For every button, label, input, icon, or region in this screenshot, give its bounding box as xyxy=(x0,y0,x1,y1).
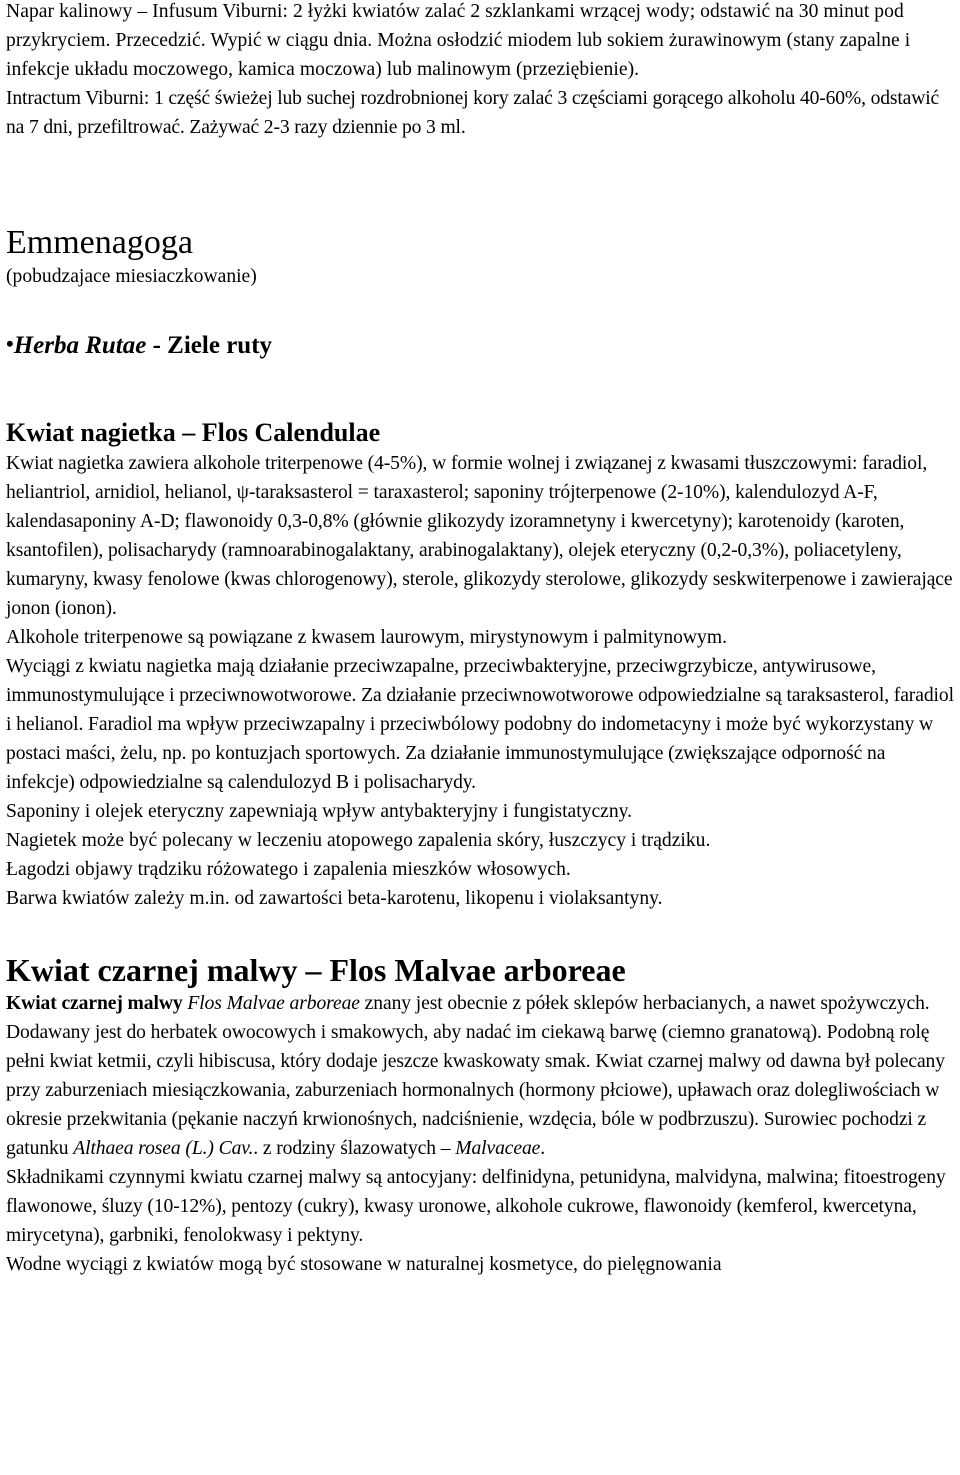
emmenagoga-subtitle: (pobudzajace miesiaczkowanie) xyxy=(6,266,257,287)
calendula-paragraph-3: Wyciągi z kwiatu nagietka mają działanie przeciwzapalne, przeciwbakteryjne, przeciwgrzybicze, antywirusowe, immunostymulujące i przeciwnowotworowe. Za działanie przeciwnowotworowe odpowiedzialne są taraksasterol, faradiol i helianol. Faradiol ma wpływ przeciwzapalny i przeciwbólowy podobny do indometacyny i może być wykorzystany w postaci maści, żelu, np. po kontuzjach sportowych. Za działanie immunostymulujące (zwiększające odporność na infekcje) odpowiedzialne są calendulozyd B i polisacharydy. xyxy=(6,656,954,793)
malva-end-period: . xyxy=(540,1138,546,1159)
malva-family-prefix: . z rodziny ślazowatych – xyxy=(253,1138,456,1159)
herba-rutae-item xyxy=(6,328,956,362)
malva-family: Malvaceae xyxy=(455,1138,541,1159)
malva-paragraph-2: Składnikami czynnymi kwiatu czarnej malwy są antocyjany: delfinidyna, petunidyna, malvidyna, malwina; fitoestrogeny flawonowe, śluzy (10-12%), pentozy (cukry), kwasy uronowe, alkohole cukrowe, flawonoidy (kemferol, kwercetyna, mirycetyna), garbniki, fenolokwasy i pektyny. xyxy=(6,1167,946,1246)
calendula-paragraph-7: Barwa kwiatów zależy m.in. od zawartości beta-karotenu, likopenu i violaksantyny. xyxy=(6,888,663,909)
emmenagoga-heading: Emmenagoga xyxy=(6,224,193,261)
herb-latin-name: Herba Rutae xyxy=(13,332,147,359)
calendula-paragraph-6: Łagodzi objawy trądziku różowatego i zapalenia mieszków włosowych. xyxy=(6,859,571,880)
malva-species: Althaea rosea (L.) Cav. xyxy=(73,1138,254,1159)
document-page xyxy=(6,0,956,1279)
malva-paragraph-1 xyxy=(6,989,956,1163)
malva-paragraph-3: Wodne wyciągi z kwiatów mogą być stosowane w naturalnej kosmetyce, do pielęgnowania xyxy=(6,1254,722,1275)
herb-polish-name: - Ziele ruty xyxy=(146,332,273,359)
malva-description: znany jest obecnie z półek sklepów herbacianych, a nawet spożywczych. Dodawany jest do herbatek owocowych i smakowych, aby nadać im ciekawą barwę (ciemno granatową). Podobną rolę pełni kwiat ketmii, czyli hibiscusa, który dodaje jeszcze kwaskowaty smak. Kwiat czarnej malwy od dawna był polecany przy zaburzeniach miesiączkowania, zaburzeniach hormonalnych (hormony płciowe), upławach oraz dolegliwościach w okresie przekwitania (pękanie naczyń krwionośnych, nadciśnienie, wzdęcia, bóle w podbrzuszu). Surowiec pochodzi z gatunku xyxy=(6,993,945,1159)
malva-heading: Kwiat czarnej malwy – Flos Malvae arboreae xyxy=(6,952,626,988)
calendula-paragraph-5: Nagietek może być polecany w leczeniu atopowego zapalenia skóry, łuszczycy i trądziku. xyxy=(6,830,711,851)
calendula-paragraph-2: Alkohole triterpenowe są powiązane z kwasem laurowym, mirystynowym i palmitynowym. xyxy=(6,627,727,648)
calendula-paragraph-4: Saponiny i olejek eteryczny zapewniają wpływ antybakteryjny i fungistatyczny. xyxy=(6,801,633,822)
intractum-paragraph: Intractum Viburni: 1 część świeżej lub suchej rozdrobnionej kory zalać 3 częściami gorącego alkoholu 40-60%, odstawić na 7 dni, przefiltrować. Zażywać 2-3 razy dziennie po 3 ml. xyxy=(6,88,940,138)
bullet-icon: • xyxy=(6,331,14,356)
napar-paragraph: Napar kalinowy – Infusum Viburni: 2 łyżki kwiatów zalać 2 szklankami wrzącej wody; odstawić na 30 minut pod przykryciem. Przecedzić. Wypić w ciągu dnia. Można osłodzić miodem lub sokiem żurawinowym (stany zapalne i infekcje układu moczowego, kamica moczowa) lub malinowym (przeziębienie). xyxy=(6,1,911,80)
calendula-paragraph-1: Kwiat nagietka zawiera alkohole triterpenowe (4-5%), w formie wolnej i związanej z kwasami tłuszczowymi: faradiol, heliantriol, arnidiol, helianol, ψ-taraksasterol = taraxasterol; saponiny trójterpenowe (2-10%), kalendulozyd A-F, kalendasaponiny A-D; flawonoidy 0,3-0,8% (głównie glikozydy izoramnetyny i kwercetyny); karotenoidy (karoten, ksantofilen), polisacharydy (ramnoarabinogalaktany, arabinogalaktany), olejek eteryczny (0,2-0,3%), poliacetyleny, kumaryny, kwasy fenolowe (kwas chlorogenowy), sterole, glikozydy sterolowe, glikozydy seskwiterpenowe i zawierające jonon (ionon). xyxy=(6,453,953,619)
calendula-heading: Kwiat nagietka – Flos Calendulae xyxy=(6,418,381,447)
malva-latin-name: Flos Malvae arboreae xyxy=(182,993,360,1014)
malva-bold-name: Kwiat czarnej malwy xyxy=(6,993,183,1014)
